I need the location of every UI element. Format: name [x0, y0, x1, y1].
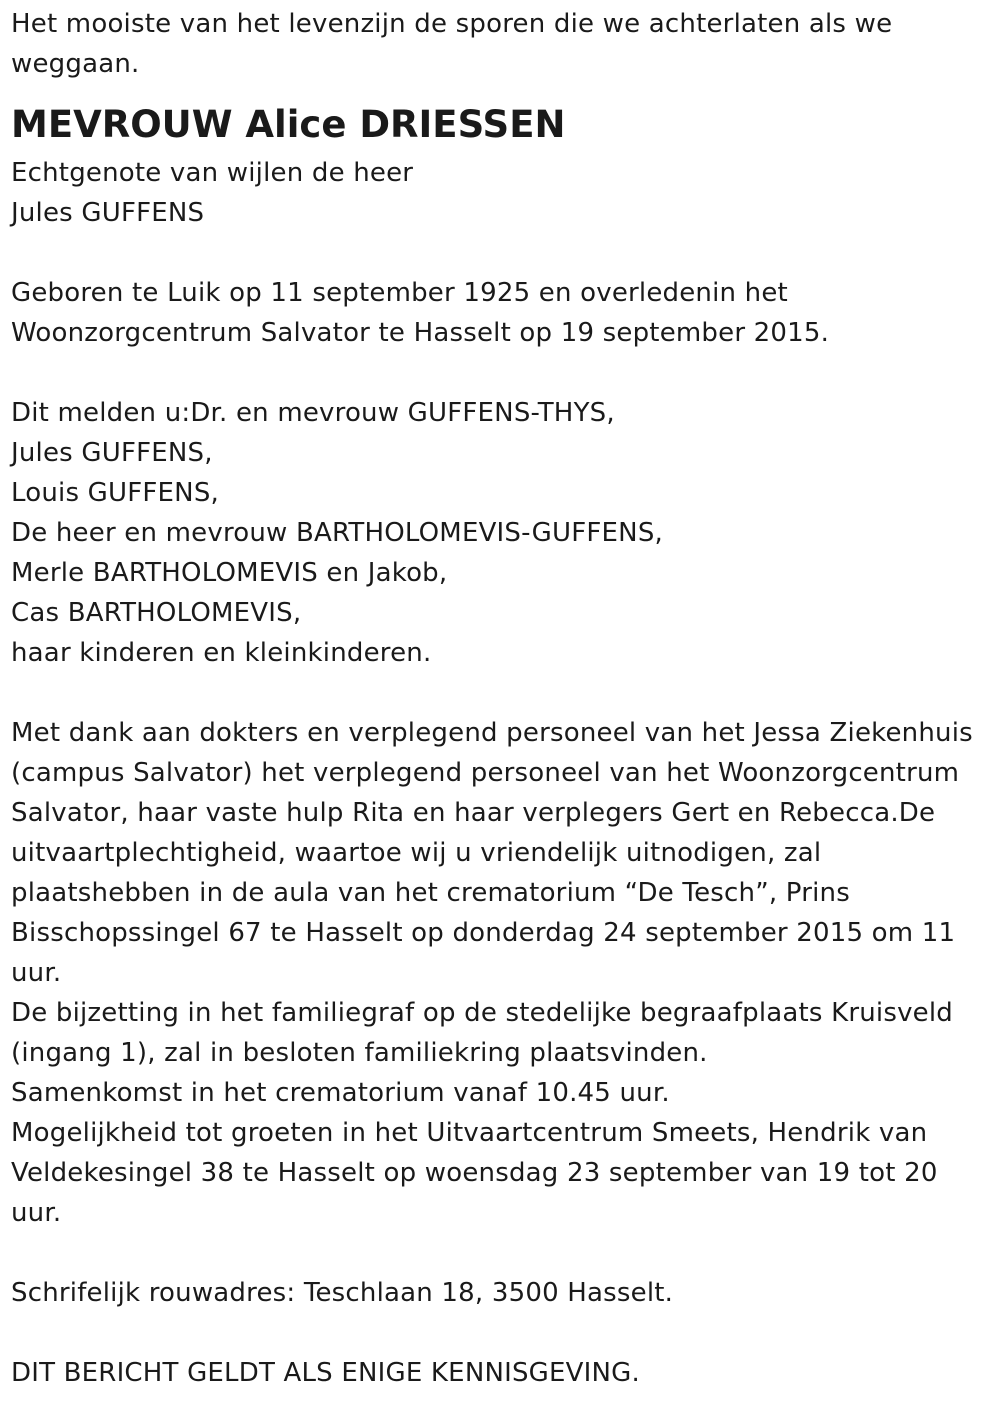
spacer [11, 673, 991, 713]
ceremony-line: uitvaartplechtigheid, waartoe wij u vriendelijk uitnodigen, zal [11, 838, 822, 868]
ceremony-line: uur. [11, 1198, 62, 1228]
ceremony-line: De bijzetting in het familiegraf op de stedelijke begraafplaats Kruisveld [11, 998, 954, 1028]
spouse-info [11, 153, 991, 233]
thanks-and-ceremony [11, 713, 991, 1233]
ceremony-line: Salvator, haar vaste hulp Rita en haar verplegers Gert en Rebecca.De [11, 798, 936, 828]
ceremony-line: Samenkomst in het crematorium vanaf 10.45 uur. [11, 1078, 670, 1108]
mourning-address: Schrifelijk rouwadres: Teschlaan 18, 3500 Hasselt. [11, 1278, 674, 1308]
announcers-list [11, 393, 991, 673]
ceremony-line: plaatshebben in de aula van het crematorium “De Tesch”, Prins [11, 878, 850, 908]
spouse-line: Jules GUFFENS [11, 198, 205, 228]
deceased-name: MEVROUW Alice DRIESSEN [11, 103, 566, 146]
announcer-line: Louis GUFFENS, [11, 478, 219, 508]
spacer [11, 1233, 991, 1273]
closing-notice: DIT BERICHT GELDT ALS ENIGE KENNISGEVING. [11, 1358, 640, 1388]
announcer-line: Cas BARTHOLOMEVIS, [11, 598, 302, 628]
birth-death-line: Geboren te Luik op 11 september 1925 en overledenin het [11, 278, 788, 308]
announcer-line: Merle BARTHOLOMEVIS en Jakob, [11, 558, 448, 588]
ceremony-line: (ingang 1), zal in besloten familiekring plaatsvinden. [11, 1038, 708, 1068]
ceremony-line: uur. [11, 958, 62, 988]
ceremony-line: Bisschopssingel 67 te Hasselt op donderdag 24 september 2015 om 11 [11, 918, 956, 948]
ceremony-line: (campus Salvator) het verplegend personeel van het Woonzorgcentrum [11, 758, 960, 788]
spacer [11, 1313, 991, 1353]
birth-death-line: Woonzorgcentrum Salvator te Hasselt op 19 september 2015. [11, 318, 830, 348]
announcer-line: Jules GUFFENS, [11, 438, 213, 468]
obituary-document [11, 4, 991, 1393]
ceremony-line: Veldekesingel 38 te Hasselt op woensdag 23 september van 19 tot 20 [11, 1158, 938, 1188]
spouse-line: Echtgenote van wijlen de heer [11, 158, 414, 188]
birth-death-info [11, 273, 991, 353]
announcer-line: Dit melden u:Dr. en mevrouw GUFFENS-THYS, [11, 398, 615, 428]
spacer [11, 353, 991, 393]
ceremony-line: Mogelijkheid tot groeten in het Uitvaartcentrum Smeets, Hendrik van [11, 1118, 928, 1148]
motto-line: Het mooiste van het levenzijn de sporen die we achterlaten als we [11, 9, 893, 39]
motto-line: weggaan. [11, 49, 140, 79]
motto [11, 4, 991, 84]
spacer [11, 233, 991, 273]
ceremony-line: Met dank aan dokters en verplegend personeel van het Jessa Ziekenhuis [11, 718, 973, 748]
announcer-line: De heer en mevrouw BARTHOLOMEVIS-GUFFENS, [11, 518, 663, 548]
announcer-line: haar kinderen en kleinkinderen. [11, 638, 432, 668]
